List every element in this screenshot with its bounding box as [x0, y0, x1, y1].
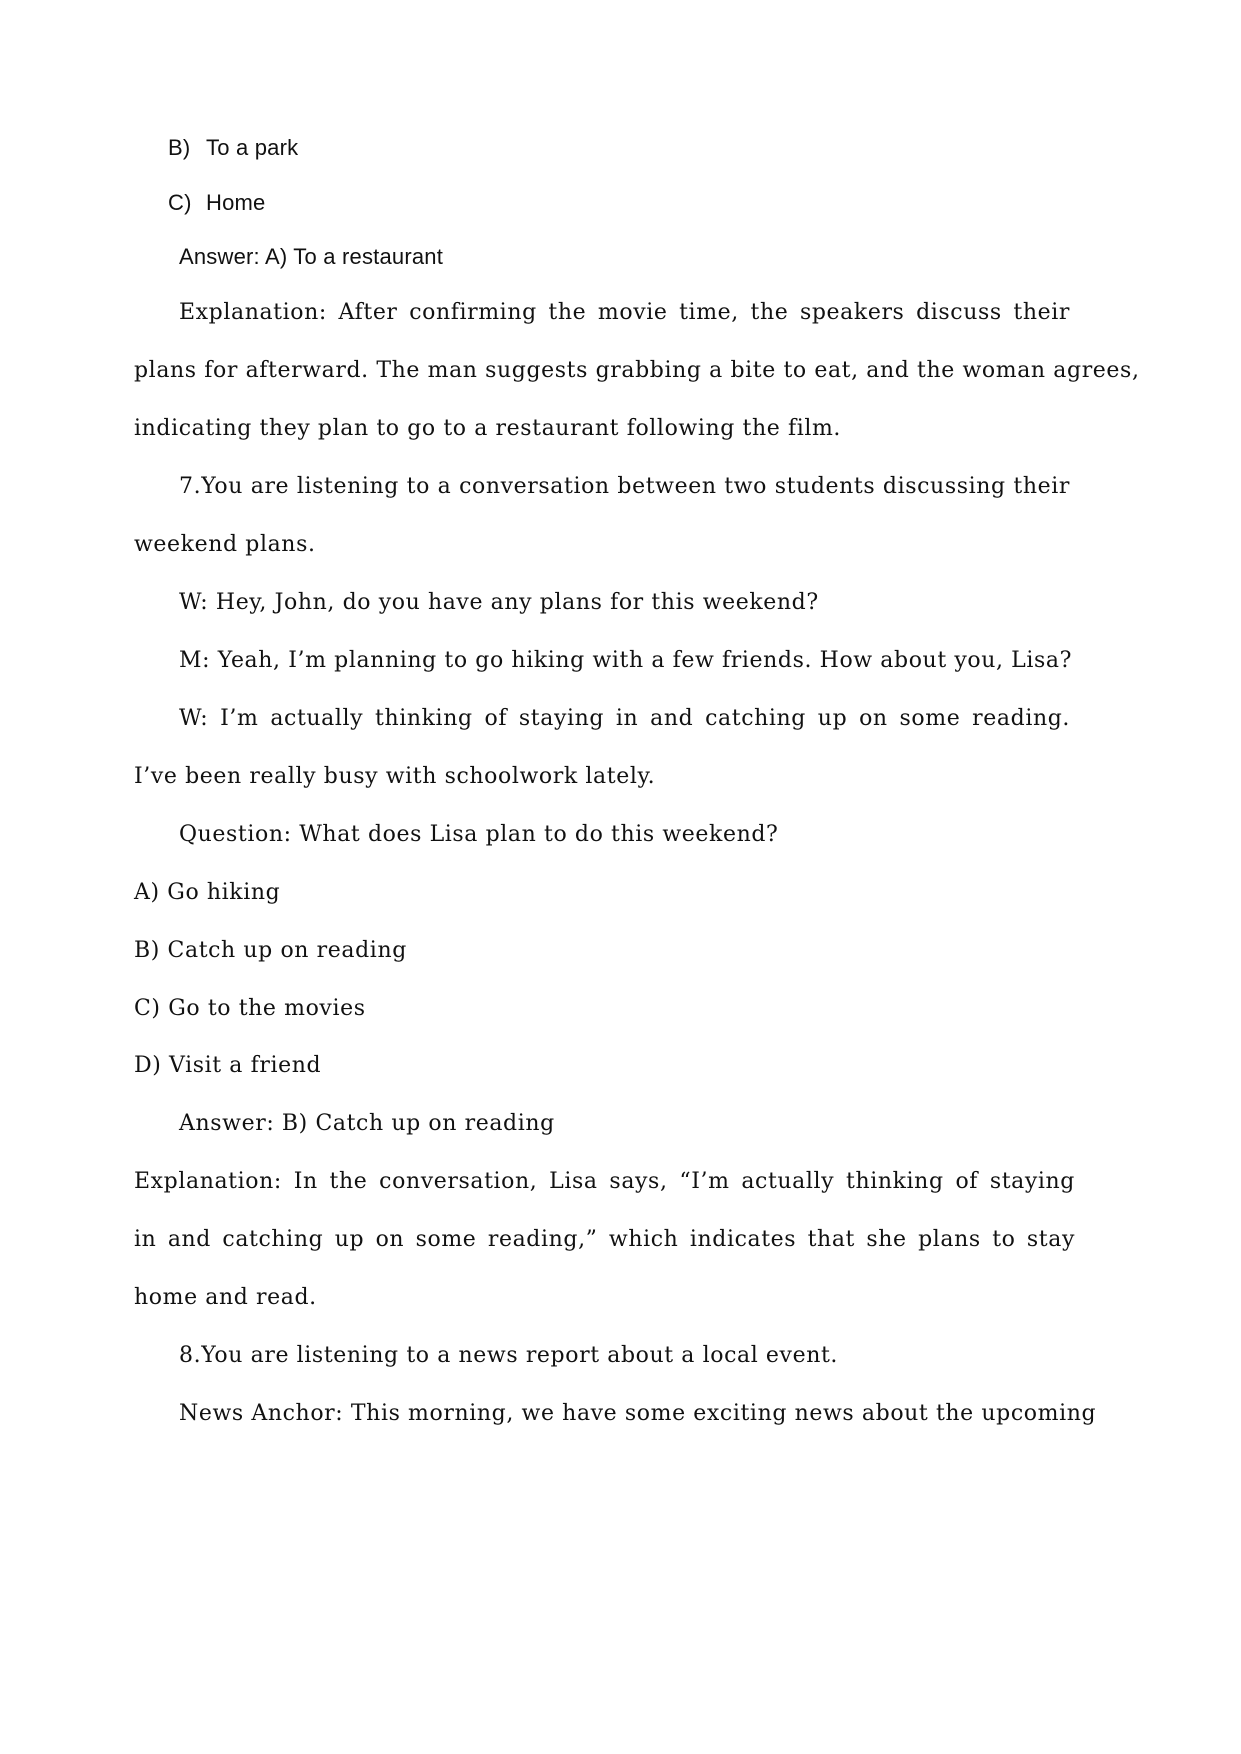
q6-option-b-label: B) [168, 135, 191, 160]
q8-prompt: 8.You are listening to a news report about a local event. [179, 1343, 839, 1368]
q7-option-d: D) Visit a friend [134, 1053, 322, 1078]
q6-option-b-text: To a park [206, 135, 299, 160]
q7-prompt-line-2: weekend plans. [134, 532, 316, 557]
q7-option-b: B) Catch up on reading [134, 938, 407, 963]
q6-option-c-label: C) [168, 190, 192, 215]
q8-anchor-line-1: News Anchor: This morning, we have some exciting news about the upcoming [179, 1401, 1097, 1426]
q7-dialogue-w2-line-1: W: I’m actually thinking of staying in and catching up on some reading. [179, 706, 1070, 731]
q7-option-c: C) Go to the movies [134, 996, 366, 1021]
q6-option-b [168, 133, 298, 163]
q7-dialogue-m1: M: Yeah, I’m planning to go hiking with a few friends. How about you, Lisa? [179, 648, 1073, 673]
q7-question: Question: What does Lisa plan to do this weekend? [179, 822, 779, 847]
q7-answer: Answer: B) Catch up on reading [179, 1111, 555, 1136]
q6-answer: Answer: A) To a restaurant [179, 244, 444, 269]
q7-prompt-line-1: 7.You are listening to a conversation between two students discussing their [179, 474, 1070, 499]
q7-explanation-line-1: Explanation: In the conversation, Lisa says, “I’m actually thinking of staying [134, 1169, 1075, 1194]
q6-option-c-text: Home [206, 190, 266, 215]
q6-explanation-line-1: Explanation: After confirming the movie time, the speakers discuss their [179, 300, 1070, 325]
q6-explanation-line-3: indicating they plan to go to a restaurant following the film. [134, 416, 842, 441]
q6-option-c [168, 188, 266, 218]
q7-dialogue-w2-line-2: I’ve been really busy with schoolwork lately. [134, 764, 656, 789]
q7-option-a: A) Go hiking [134, 880, 281, 905]
q6-explanation-line-2: plans for afterward. The man suggests grabbing a bite to eat, and the woman agrees, [134, 358, 1140, 383]
q7-explanation-line-2: in and catching up on some reading,” which indicates that she plans to stay [134, 1227, 1075, 1252]
q7-dialogue-w1: W: Hey, John, do you have any plans for this weekend? [179, 590, 819, 615]
q7-explanation-line-3: home and read. [134, 1285, 317, 1310]
